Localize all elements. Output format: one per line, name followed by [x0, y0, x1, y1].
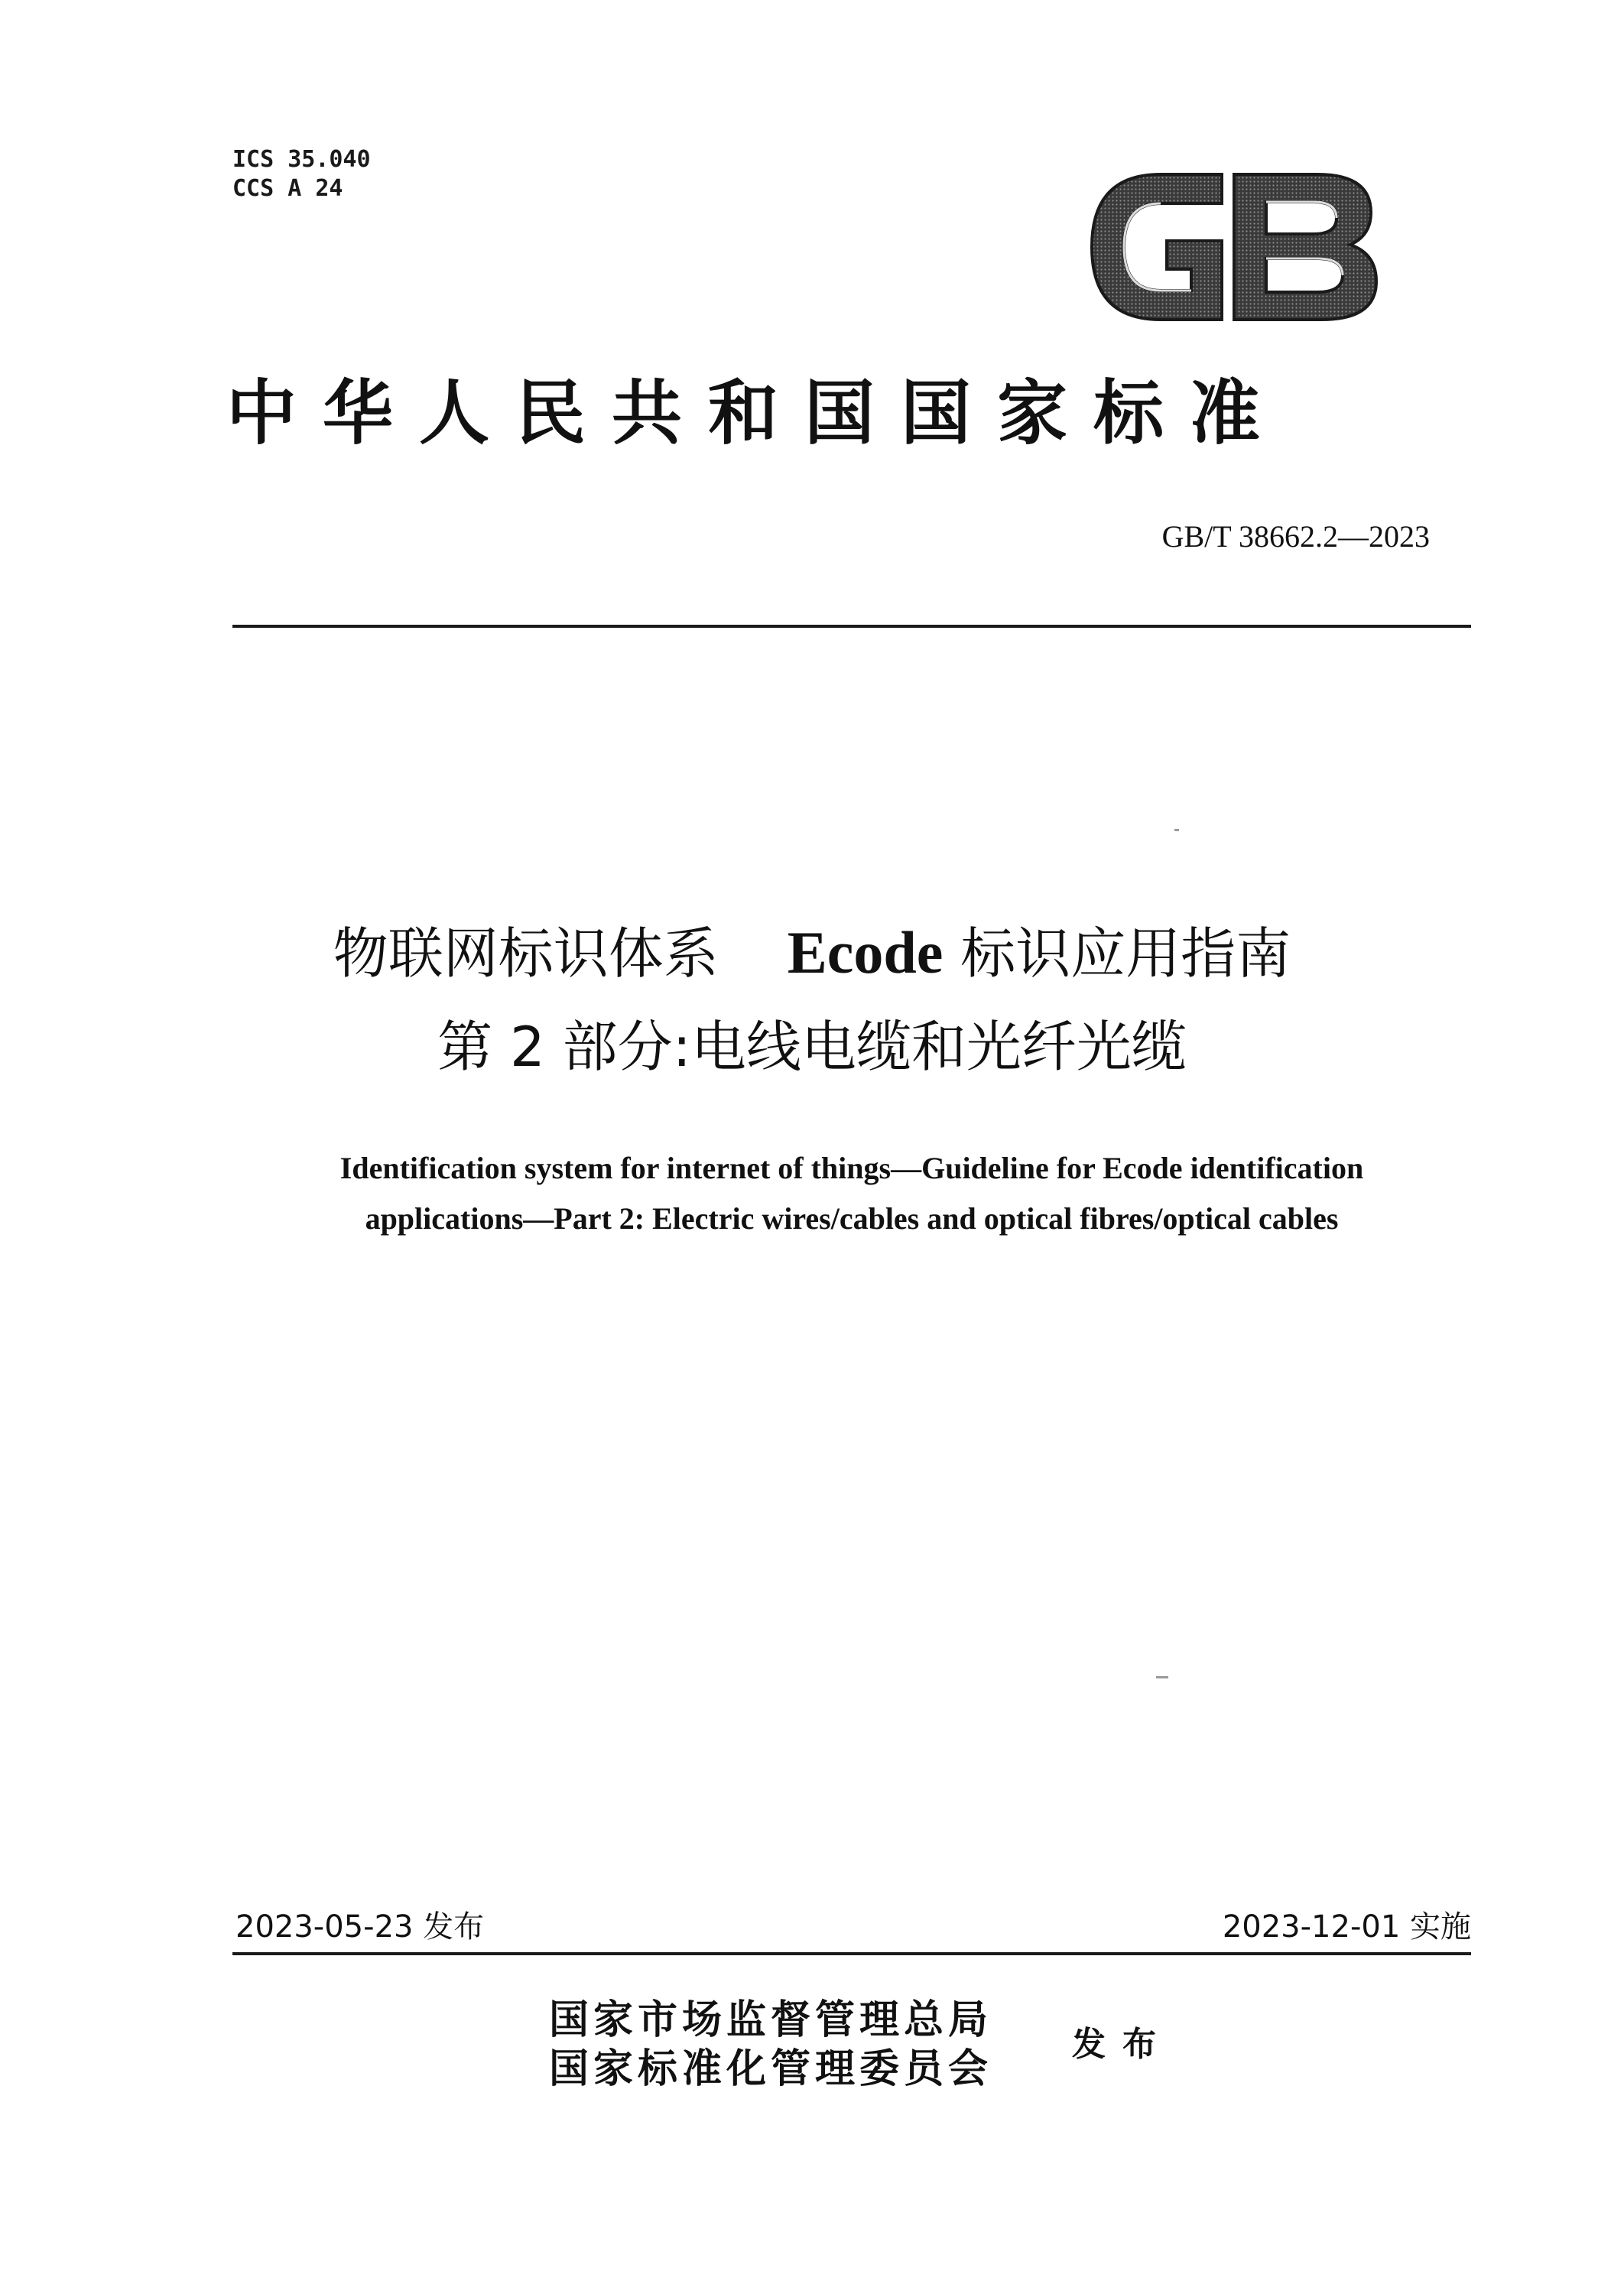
ccs-code: CCS A 24	[232, 175, 343, 202]
top-divider	[232, 625, 1471, 628]
bottom-divider	[232, 1952, 1471, 1955]
classification-codes	[232, 145, 371, 203]
chinese-title-ecode: Ecode	[787, 919, 944, 986]
issuing-authorities	[549, 1996, 992, 2094]
scan-speck	[1174, 829, 1179, 831]
issue-label: 发布	[1072, 2025, 1173, 2064]
national-standard-title: 中华人民共和国国家标准	[226, 372, 1287, 454]
issue-date: 2023-05-23 发布	[235, 1909, 485, 1945]
gb-logo	[1084, 168, 1384, 326]
logo-letter-b	[1234, 174, 1376, 320]
chinese-title-line-2: 第 2 部分:电线电缆和光纤光缆	[437, 1015, 1187, 1079]
chinese-title-guideline: 标识应用指南	[960, 921, 1291, 986]
ics-code: ICS 35.040	[232, 146, 371, 173]
scan-speck	[1156, 1676, 1168, 1678]
chinese-title-line-1	[153, 906, 1471, 1000]
english-title-line-2: applications—Part 2: Electric wires/cables and optical fibres/optical cables	[365, 1201, 1339, 1236]
issuer-sac: 国家标准化管理委员会	[549, 2045, 993, 2092]
standard-number: GB/T 38662.2—2023	[1161, 519, 1430, 554]
logo-letter-g	[1092, 174, 1222, 320]
issuer-samr: 国家市场监督管理总局	[549, 1997, 993, 2043]
english-title	[232, 1143, 1471, 1244]
chinese-title-series: 物联网标识体系	[333, 921, 719, 986]
implementation-date: 2023-12-01 实施	[1222, 1909, 1471, 1945]
chinese-title	[153, 906, 1471, 1093]
english-title-line-1: Identification system for internet of things—Guideline for Ecode identification	[339, 1151, 1364, 1185]
